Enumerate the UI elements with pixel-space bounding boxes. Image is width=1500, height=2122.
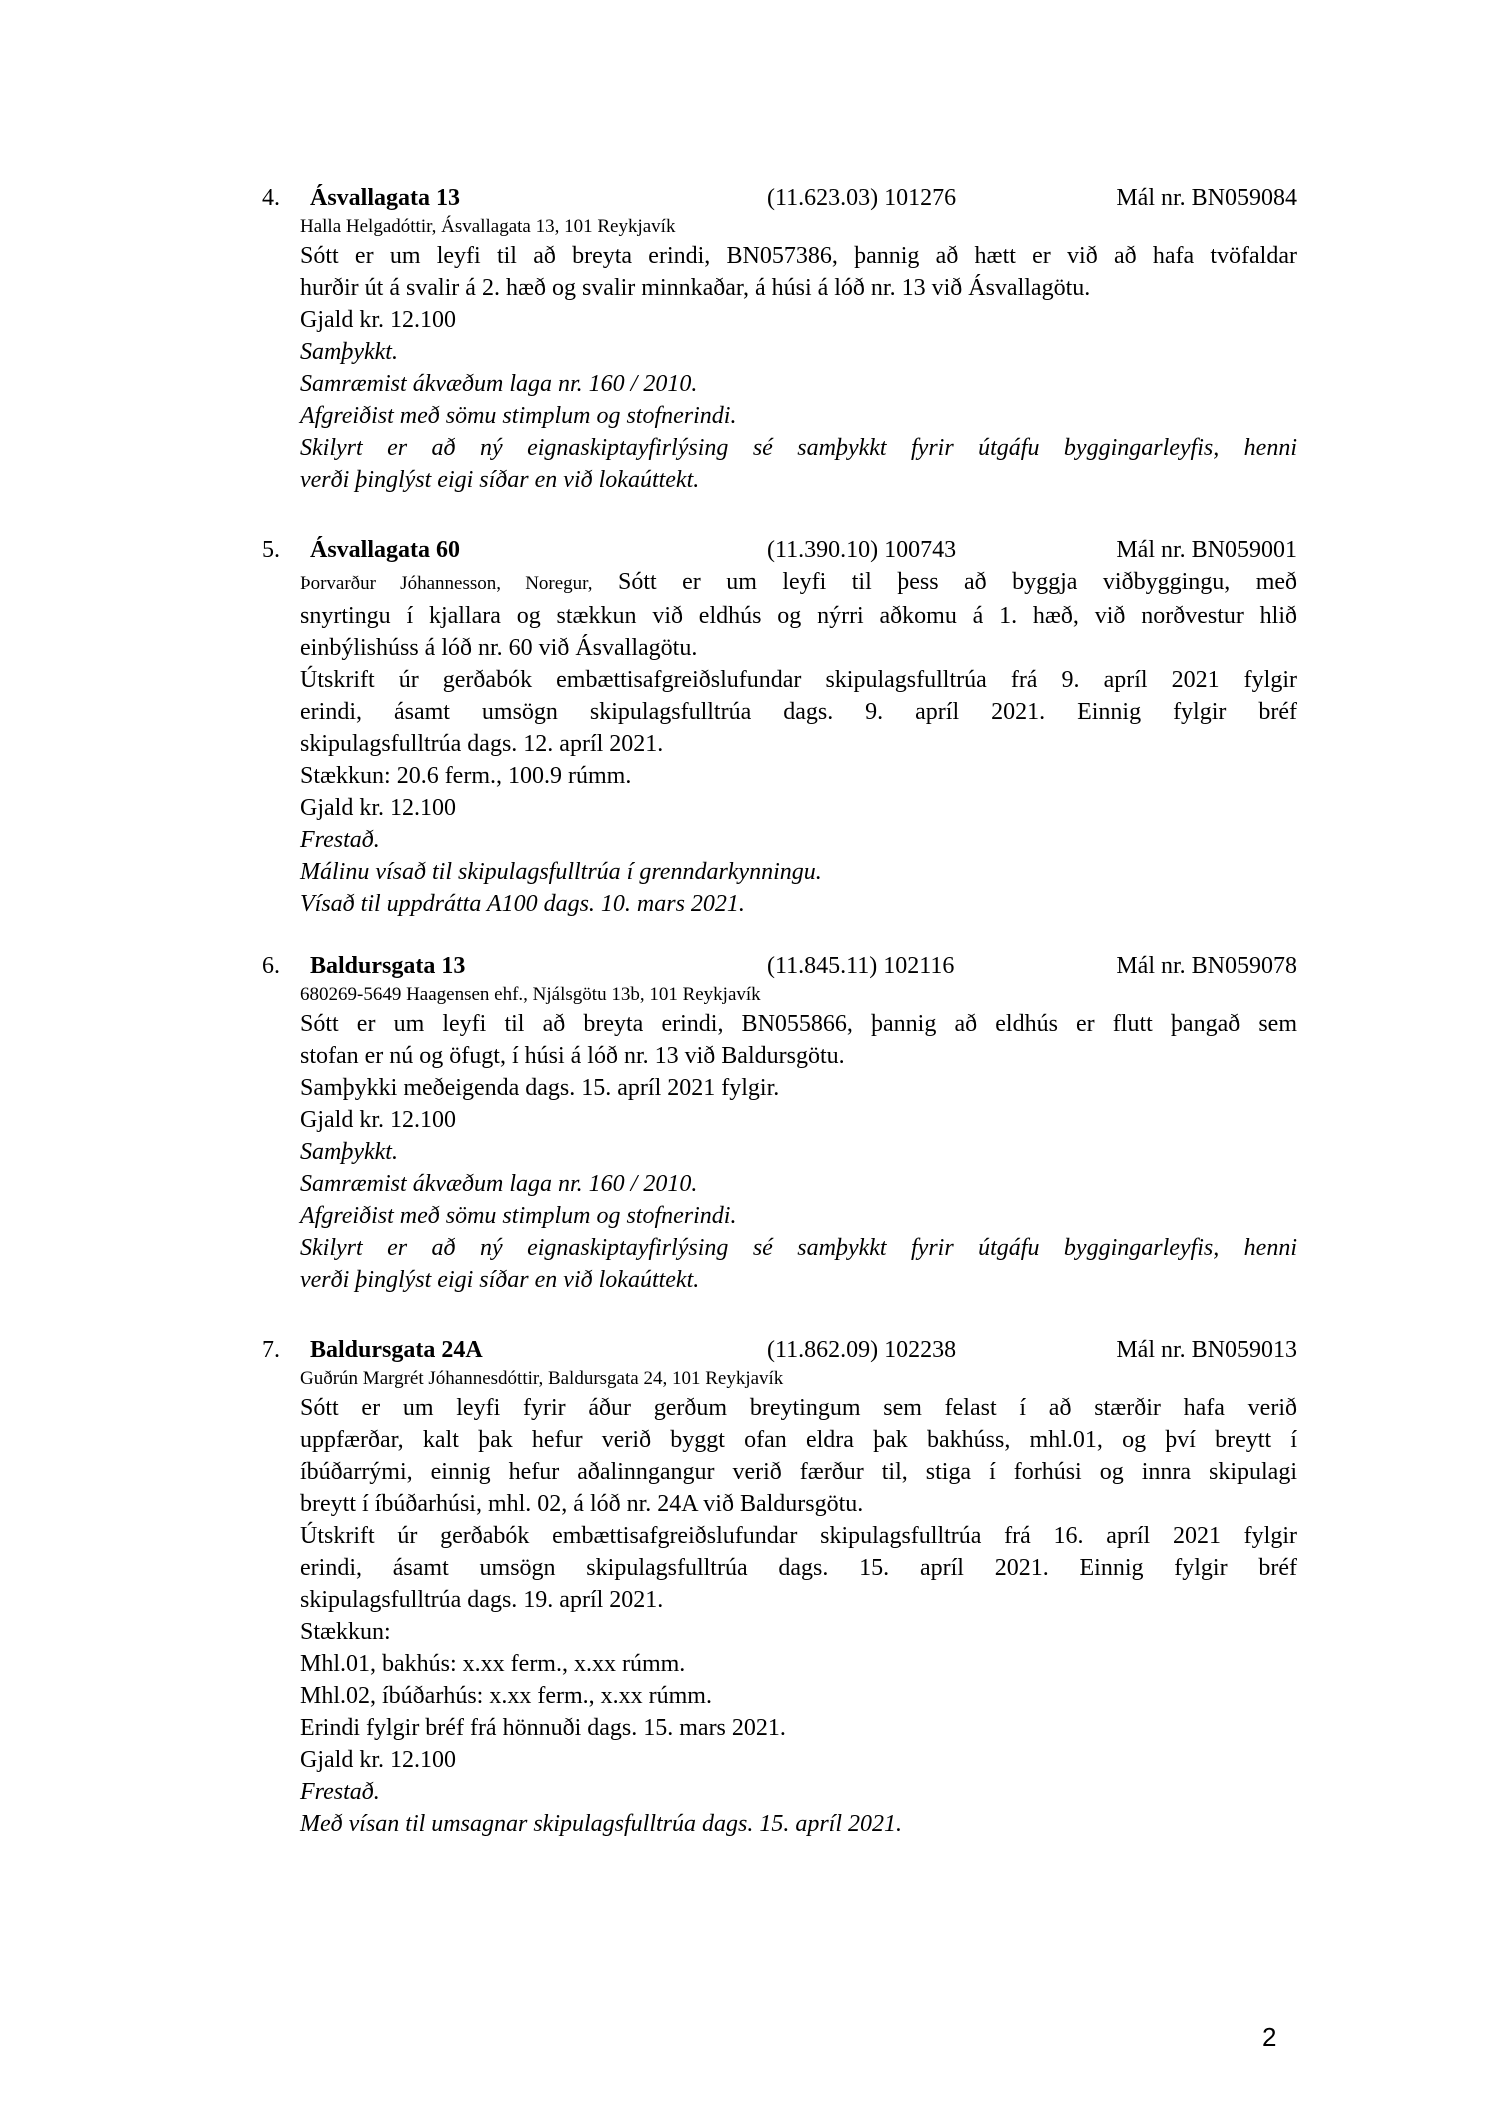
item-text-line: erindi, ásamt umsögn skipulagsfulltrúa dags. 15. apríl 2021. Einnig fylgir bréf [300, 1555, 1297, 1581]
item-number: 7. [262, 1337, 280, 1363]
item-text-line: Sótt er um leyfi til að breyta erindi, BN055866, þannig að eldhús er flutt þangað sem [300, 1011, 1297, 1037]
item-case-number: Mál nr. BN059001 [1116, 537, 1297, 563]
item-header [262, 1334, 1297, 1366]
item-decision-line: Samræmist ákvæðum laga nr. 160 / 2010. [300, 371, 698, 397]
item-decision-line: Frestað. [300, 827, 380, 853]
item-text-line: íbúðarrými, einnig hefur aðalinngangur verið færður til, stiga í forhúsi og innra skipulagi [300, 1459, 1297, 1485]
item-text-line: skipulagsfulltrúa dags. 12. apríl 2021. [300, 731, 664, 757]
item-text-line: stofan er nú og öfugt, í húsi á lóð nr. 13 við Baldursgötu. [300, 1043, 845, 1069]
agenda-item-5 [262, 534, 1297, 920]
item-text-line: hurðir út á svalir á 2. hæð og svalir minnkaðar, á húsi á lóð nr. 13 við Ásvallagötu. [300, 275, 1091, 301]
item-reference: (11.845.11) 102116 [767, 953, 955, 979]
item-reference: (11.390.10) 100743 [767, 537, 957, 563]
item-body [300, 982, 1297, 1296]
item-text-fragment: Sótt er um leyfi til þess að byggja viðbyggingu, með [617, 569, 1298, 595]
item-text-line: skipulagsfulltrúa dags. 19. apríl 2021. [300, 1587, 664, 1613]
item-decision-line: Skilyrt er að ný eignaskiptayfirlýsing sé samþykkt fyrir útgáfu byggingarleyfis, henni [300, 435, 1297, 461]
item-decision-line: Samræmist ákvæðum laga nr. 160 / 2010. [300, 1171, 698, 1197]
item-text-line: Gjald kr. 12.100 [300, 307, 456, 333]
item-decision-line: Málinu vísað til skipulagsfulltrúa í grenndarkynningu. [300, 859, 822, 885]
item-text-line: Samþykki meðeigenda dags. 15. apríl 2021 fylgir. [300, 1075, 780, 1101]
item-number: 6. [262, 953, 280, 979]
item-decision-line: Frestað. [300, 1779, 380, 1805]
item-header [262, 534, 1297, 566]
item-decision-line: Skilyrt er að ný eignaskiptayfirlýsing sé samþykkt fyrir útgáfu byggingarleyfis, henni [300, 1235, 1297, 1261]
item-address: Baldursgata 24A [310, 1337, 483, 1363]
item-decision-line: Með vísan til umsagnar skipulagsfulltrúa dags. 15. apríl 2021. [300, 1811, 903, 1837]
item-text-line: Sótt er um leyfi fyrir áður gerðum breytingum sem felast í að stærðir hafa verið [300, 1395, 1297, 1421]
item-applicant: Halla Helgadóttir, Ásvallagata 13, 101 Reykjavík [300, 216, 676, 237]
item-decision-line: Vísað til uppdrátta A100 dags. 10. mars 2021. [300, 891, 745, 917]
agenda-item-7 [262, 1334, 1297, 1840]
item-address: Ásvallagata 60 [310, 537, 460, 563]
item-body [300, 566, 1297, 920]
item-address: Baldursgata 13 [310, 953, 466, 979]
item-applicant: Þorvarður Jóhannesson, Noregur, [300, 573, 593, 594]
item-header [262, 182, 1297, 214]
item-text-line: einbýlishúss á lóð nr. 60 við Ásvallagötu. [300, 635, 698, 661]
item-reference: (11.623.03) 101276 [767, 185, 957, 211]
item-text-line: Gjald kr. 12.100 [300, 795, 456, 821]
item-decision-line: verði þinglýst eigi síðar en við lokaúttekt. [300, 1267, 700, 1293]
item-address: Ásvallagata 13 [310, 185, 460, 211]
item-text-line: Gjald kr. 12.100 [300, 1107, 456, 1133]
item-text-line: uppfærðar, kalt þak hefur verið byggt ofan eldra þak bakhúss, mhl.01, og því breytt í [300, 1427, 1297, 1453]
item-text-line: Stækkun: 20.6 ferm., 100.9 rúmm. [300, 763, 632, 789]
item-text-line: breytt í íbúðarhúsi, mhl. 02, á lóð nr. 24A við Baldursgötu. [300, 1491, 864, 1517]
item-applicant: Guðrún Margrét Jóhannesdóttir, Baldursgata 24, 101 Reykjavík [300, 1368, 784, 1389]
item-decision-line: verði þinglýst eigi síðar en við lokaúttekt. [300, 467, 700, 493]
item-number: 5. [262, 537, 280, 563]
item-decision-line: Afgreiðist með sömu stimplum og stofnerindi. [300, 1203, 737, 1229]
item-applicant: 680269-5649 Haagensen ehf., Njálsgötu 13b, 101 Reykjavík [300, 984, 761, 1005]
agenda-item-6 [262, 950, 1297, 1296]
page-number: 2 [1262, 2022, 1277, 2052]
item-reference: (11.862.09) 102238 [767, 1337, 957, 1363]
item-number: 4. [262, 185, 280, 211]
item-text-line: Erindi fylgir bréf frá hönnuði dags. 15. mars 2021. [300, 1715, 786, 1741]
item-text-line: Stækkun: [300, 1619, 391, 1645]
item-header [262, 950, 1297, 982]
item-text-line: Mhl.02, íbúðarhús: x.xx ferm., x.xx rúmm. [300, 1683, 712, 1709]
item-case-number: Mál nr. BN059078 [1116, 953, 1297, 979]
item-text-line: Sótt er um leyfi til að breyta erindi, BN057386, þannig að hætt er við að hafa tvöfaldar [300, 243, 1297, 269]
item-text-line: erindi, ásamt umsögn skipulagsfulltrúa dags. 9. apríl 2021. Einnig fylgir bréf [300, 699, 1297, 725]
item-case-number: Mál nr. BN059013 [1116, 1337, 1297, 1363]
item-case-number: Mál nr. BN059084 [1116, 185, 1297, 211]
item-decision-line: Samþykkt. [300, 1139, 398, 1165]
item-body [300, 214, 1297, 496]
item-text-line: Útskrift úr gerðabók embættisafgreiðslufundar skipulagsfulltrúa frá 16. apríl 2021 fylgir [300, 1523, 1297, 1549]
item-text-line [300, 566, 1297, 600]
item-decision-line: Samþykkt. [300, 339, 398, 365]
agenda-item-4 [262, 182, 1297, 496]
item-text-line: Útskrift úr gerðabók embættisafgreiðslufundar skipulagsfulltrúa frá 9. apríl 2021 fylgir [300, 667, 1297, 693]
item-text-line: Mhl.01, bakhús: x.xx ferm., x.xx rúmm. [300, 1651, 686, 1677]
item-text-line: snyrtingu í kjallara og stækkun við eldhús og nýrri aðkomu á 1. hæð, við norðvestur hlið [300, 603, 1297, 629]
item-decision-line: Afgreiðist með sömu stimplum og stofnerindi. [300, 403, 737, 429]
item-text-line: Gjald kr. 12.100 [300, 1747, 456, 1773]
item-body [300, 1366, 1297, 1840]
